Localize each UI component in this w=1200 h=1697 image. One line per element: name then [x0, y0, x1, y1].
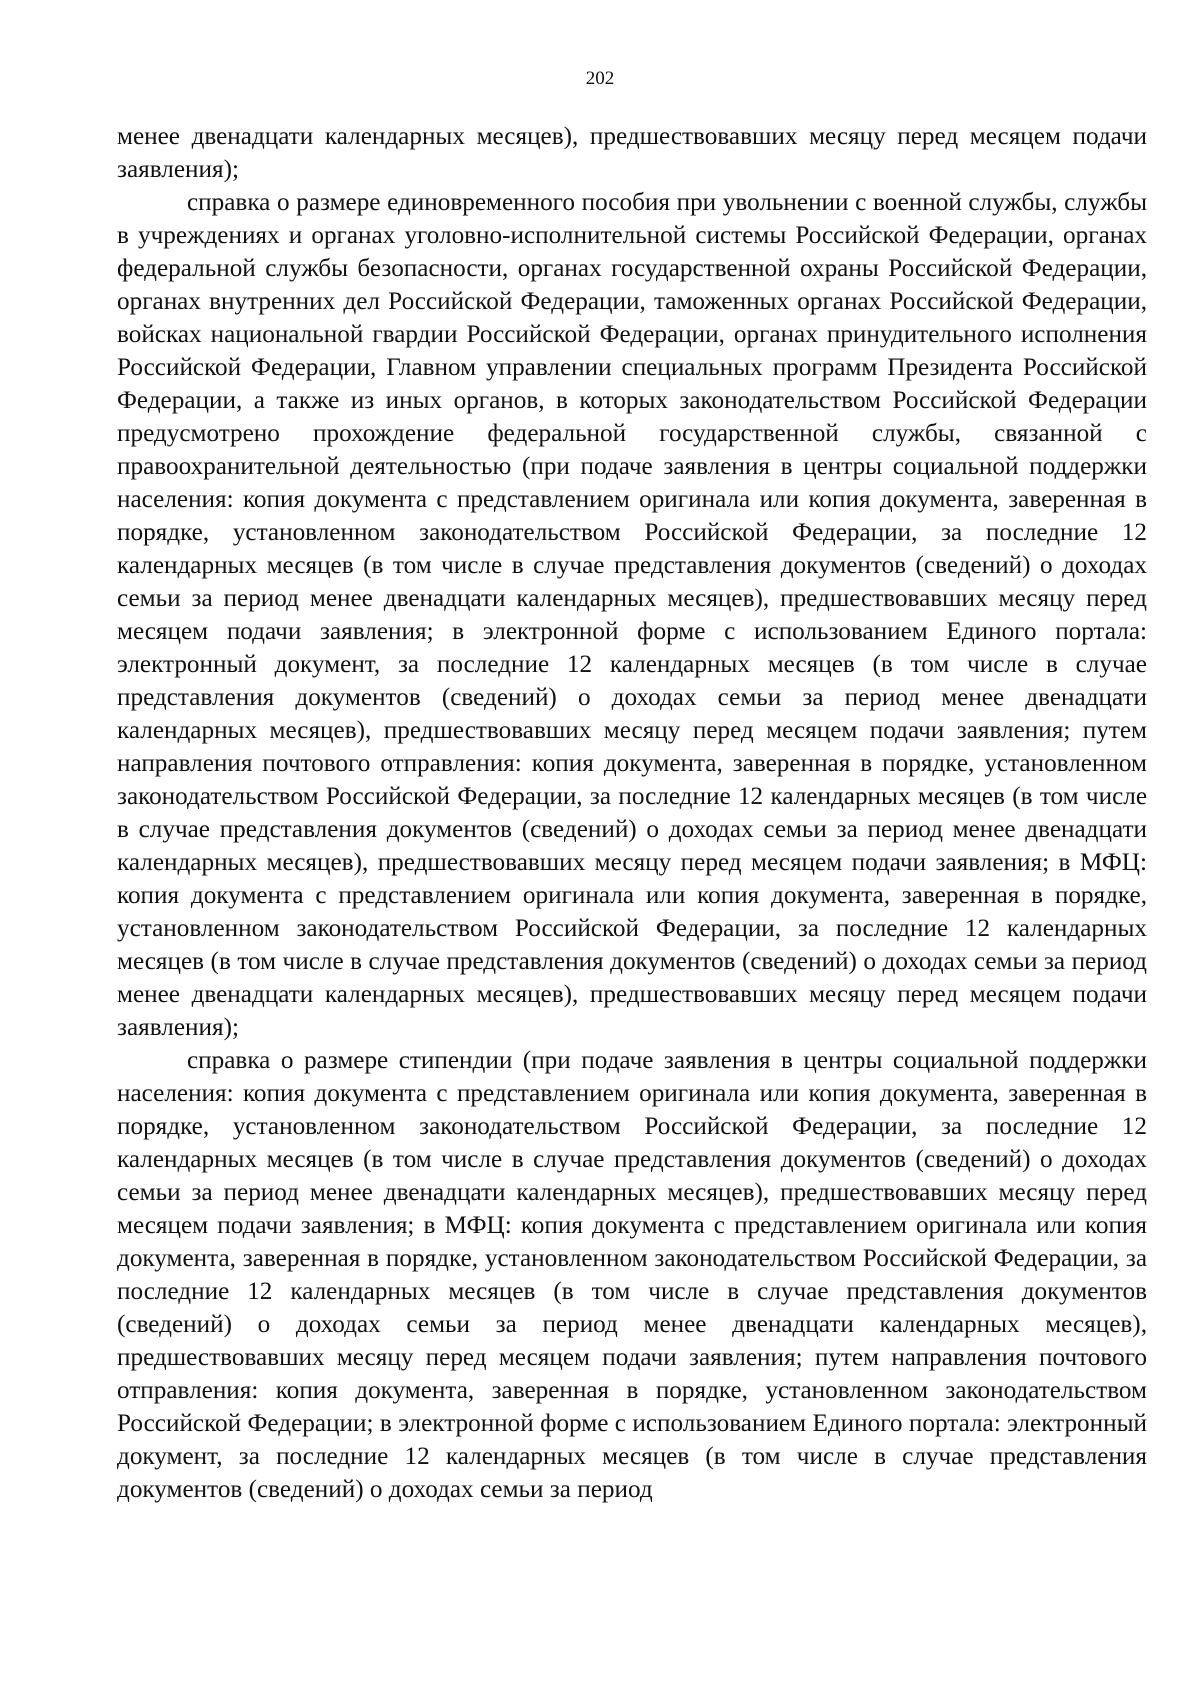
page-number: 202 — [585, 68, 615, 89]
document-body — [117, 120, 1147, 1506]
paragraph-scholarship-certificate: справка о размере стипендии (при подаче заявления в центры социальной поддержки населения: копия документа с представлением оригинала или копия документа, заверенная в порядке, установленном законодательством Российской Федерации, за последние 12 календарных месяцев (в том числе в случае представления документов (сведений) о доходах семьи за период менее двенадцати календарных месяцев), предшествовавших месяцу перед месяцем подачи заявления; в МФЦ: копия документа с представлением оригинала или копия документа, заверенная в порядке, установленном законодательством Российской Федерации, за последние 12 календарных месяцев (в том числе в случае представления документов (сведений) о доходах семьи за период менее двенадцати календарных месяцев), предшествовавших месяцу перед месяцем подачи заявления; путем направления почтового отправления: копия документа, заверенная в порядке, установленном законодательством Российской Федерации; в электронной форме с использованием Единого портала: электронный документ, за последние 12 календарных месяцев (в том числе в случае представления документов (сведений) о доходах семьи за период — [117, 1047, 1147, 1503]
paragraph-severance-certificate: справка о размере единовременного пособия при увольнении с военной службы, службы в учреждениях и органах уголовно-исполнительной системы Российской Федерации, органах федеральной службы безопасности, органах государственной охраны Российской Федерации, органах внутренних дел Российской Федерации, таможенных органах Российской Федерации, войсках национальной гвардии Российской Федерации, органах принудительного исполнения Российской Федерации, Главном управлении специальных программ Президента Российской Федерации, а также из иных органов, в которых законодательством Российской Федерации предусмотрено прохождение федеральной государственной службы, связанной с правоохранительной деятельностью (при подаче заявления в центры социальной поддержки населения: копия документа с представлением оригинала или копия документа, заверенная в порядке, установленном законодательством Российской Федерации, за последние 12 календарных месяцев (в том числе в случае представления документов (сведений) о доходах семьи за период менее двенадцати календарных месяцев), предшествовавших месяцу перед месяцем подачи заявления; в электронной форме с использованием Единого портала: электронный документ, за последние 12 календарных месяцев (в том числе в случае представления документов (сведений) о доходах семьи за период менее двенадцати календарных месяцев), предшествовавших месяцу перед месяцем подачи заявления; путем направления почтового отправления: копия документа, заверенная в порядке, установленном законодательством Российской Федерации, за последние 12 календарных месяцев (в том числе в случае представления документов (сведений) о доходах семьи за период менее двенадцати календарных месяцев), предшествовавших месяцу перед месяцем подачи заявления; в МФЦ: копия документа с представлением оригинала или копия документа, заверенная в порядке, установленном законодательством Российской Федерации, за последние 12 календарных месяцев (в том числе в случае представления документов (сведений) о доходах семьи за период менее двенадцати календарных месяцев), предшествовавших месяцу перед месяцем подачи заявления); — [117, 189, 1147, 1041]
paragraph-continuation: менее двенадцати календарных месяцев), предшествовавших месяцу перед месяцем подачи заявления); — [117, 123, 1147, 183]
